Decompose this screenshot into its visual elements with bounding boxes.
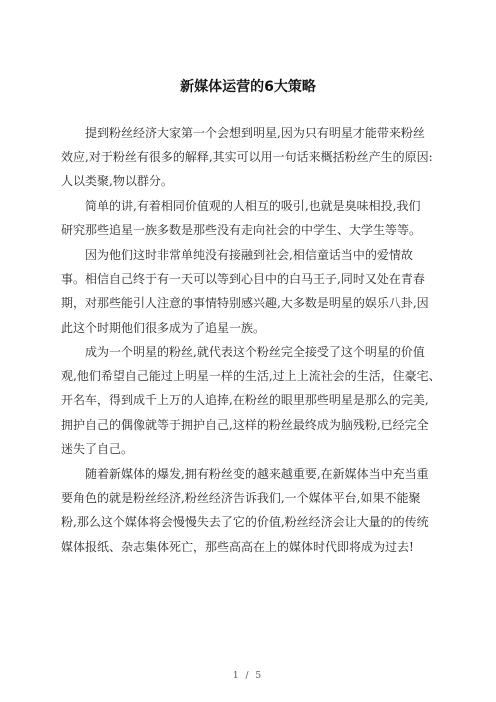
text-line: 粉,那么这个媒体将会慢慢失去了它的价值,粉丝经济会让大量的的传统 [61, 515, 429, 530]
text-line: 成为一个明星的粉丝,就代表这个粉丝完全接受了这个明星的价值 [85, 345, 425, 359]
text-line: 提到粉丝经济大家第一个会想到明星,因为只有明星才能带来粉丝 [85, 126, 425, 140]
text-line: 简单的讲,有着相同价值观的人相互的吸引,也就是臭味相投,我们 [85, 199, 421, 213]
paragraph [61, 462, 441, 559]
text-line: 事。相信自己终于有一天可以等到心目中的白马王子,同时又处在青春 [61, 272, 425, 287]
text-line: 此这个时期他们很多成为了追星一族。 [61, 320, 266, 335]
text-line: 拥护自己的偶像就等于拥护自己,这样的粉丝最终成为脑残粉,已经完全 [61, 417, 429, 432]
paragraph [61, 194, 441, 242]
paragraph [61, 121, 441, 194]
text-line: 观,他们希望自己能过上明星一样的生活,过上上流社会的生活，住豪宅、 [61, 369, 441, 384]
paragraph [61, 243, 441, 340]
document-title: 新媒体运营的6大策略 [180, 79, 316, 95]
text-line: 媒体报纸、杂志集体死亡，那些高高在上的媒体时代即将成为过去! [61, 539, 414, 554]
text-line: 要角色的就是粉丝经济,粉丝经济告诉我们,一个媒体平台,如果不能聚 [61, 491, 421, 506]
text-line: 随着新媒体的爆发,拥有粉丝变的越来越重要,在新媒体当中充当重 [85, 467, 429, 481]
page-number: 1 / 5 [232, 671, 264, 681]
paragraph [61, 340, 441, 461]
text-line: 开名车，得到成千上万的人追捧,在粉丝的眼里那些明星是那么的完美, [61, 393, 429, 408]
text-line: 效应,对于粉丝有很多的解释,其实可以用一句话来概括粉丝产生的原因: [61, 150, 433, 165]
text-line: 研究那些追星一族多数是那些没有走向社会的中学生、大学生等等。 [61, 223, 422, 238]
text-line: 期，对那些能引人注意的事情特别感兴趣,大多数是明星的娱乐八卦,因 [61, 296, 429, 311]
text-line: 因为他们这时非常单纯没有接融到社会,相信童话当中的爱情故 [85, 248, 413, 262]
text-line: 人以类聚,物以群分。 [61, 174, 173, 189]
text-line: 迷失了自己。 [61, 441, 134, 456]
